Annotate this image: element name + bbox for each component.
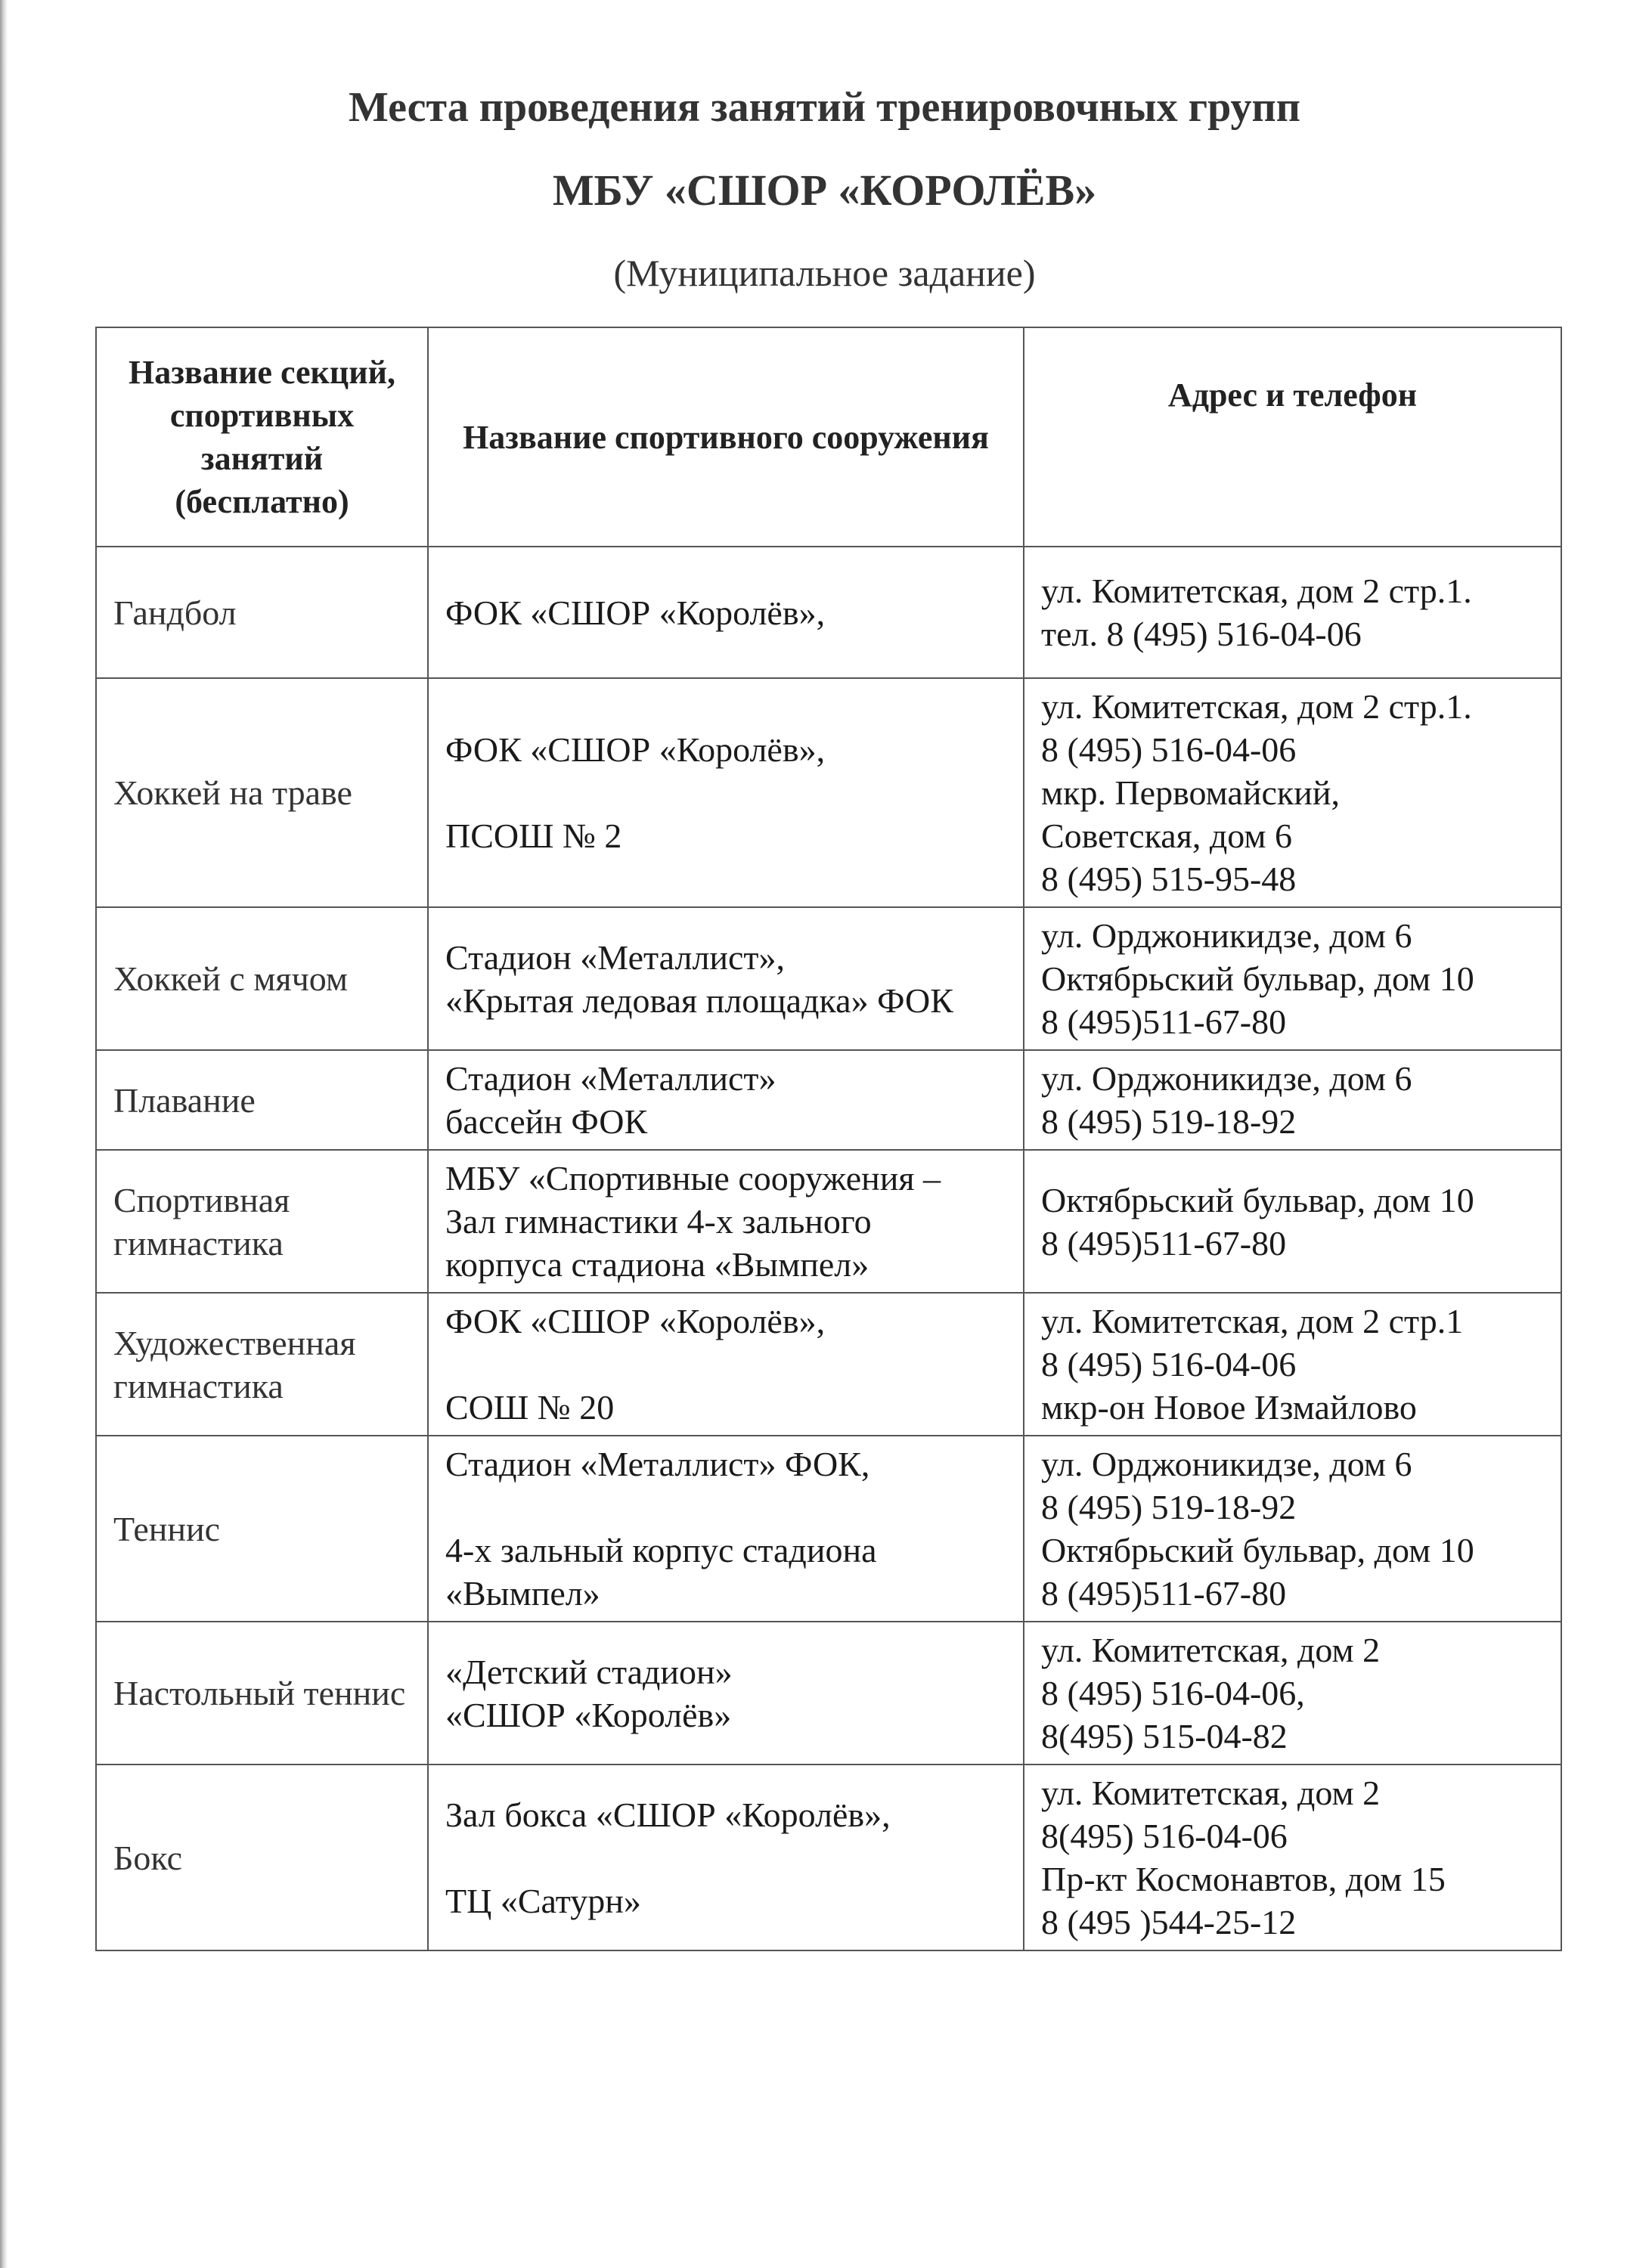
header-facility: Название спортивного сооружения [428, 327, 1024, 547]
table-row [96, 907, 1561, 1050]
address-line: ул. Комитетская, дом 2 [1041, 1631, 1381, 1669]
facility-line: бассейн ФОК [445, 1102, 648, 1141]
address-line: мкр-он Новое Измайлово [1041, 1388, 1417, 1427]
address-line: ул. Комитетская, дом 2 [1041, 1774, 1381, 1812]
facility-cell [428, 1293, 1024, 1436]
table-header-row [96, 327, 1561, 547]
address-line: Октябрьский бульвар, дом 10 [1041, 1180, 1474, 1219]
address-line: ул. Комитетская, дом 2 стр.1 [1041, 1302, 1464, 1340]
address-line: ул. Комитетская, дом 2 стр.1. [1041, 572, 1472, 610]
address-line: мкр. Первомайский, [1041, 773, 1340, 812]
facility-line: «СШОР «Королёв» [445, 1695, 732, 1734]
scan-edge-shadow [0, 0, 8, 2268]
facility-line: «Детский стадион» [445, 1652, 733, 1691]
facility-cell [428, 907, 1024, 1050]
facility-line: СОШ № 20 [445, 1388, 615, 1427]
facility-line: ФОК «СШОР «Королёв», [445, 730, 826, 769]
sport-name-cell: Хоккей с мячом [96, 907, 428, 1050]
address-line: ул. Орджоникидзе, дом 6 [1041, 1059, 1412, 1098]
facility-cell [428, 547, 1024, 678]
address-line: тел. 8 (495) 516-04-06 [1041, 615, 1362, 653]
sport-name-cell: Хоккей на траве [96, 678, 428, 907]
facility-line: Стадион «Металлист», [445, 937, 786, 977]
facility-cell [428, 1436, 1024, 1622]
sport-name-cell: Плавание [96, 1050, 428, 1150]
facility-line: Стадион «Металлист» [445, 1059, 776, 1098]
address-line: 8 (495) 515-95-48 [1041, 860, 1297, 898]
facility-cell [428, 1622, 1024, 1765]
header-address: Адрес и телефон [1024, 327, 1561, 547]
address-line: 8 (495) 516-04-06 [1041, 730, 1297, 769]
address-cell [1024, 1436, 1561, 1622]
address-line: ул. Орджоникидзе, дом 6 [1041, 916, 1412, 955]
facility-line: ТЦ «Сатурн» [445, 1881, 641, 1920]
table-row [96, 1765, 1561, 1950]
blank-line [445, 1836, 1006, 1879]
facility-line: Зал бокса «СШОР «Королёв», [445, 1795, 891, 1834]
table-row [96, 678, 1561, 907]
address-cell [1024, 1293, 1561, 1436]
facility-cell [428, 1150, 1024, 1293]
facility-line: корпуса стадиона «Вымпел» [445, 1245, 869, 1284]
sport-name-cell: Гандбол [96, 547, 428, 678]
address-line: 8 (495)511-67-80 [1041, 1574, 1287, 1613]
blank-line [445, 1343, 1006, 1386]
organization-name: МБУ «СШОР «КОРОЛЁВ» [552, 166, 1097, 215]
document-title: Места проведения занятий тренировочных групп [348, 84, 1300, 131]
table-row [96, 1150, 1561, 1293]
facility-line: Стадион «Металлист» ФОК, [445, 1445, 870, 1483]
address-cell [1024, 907, 1561, 1050]
address-line: 8 (495)511-67-80 [1041, 1002, 1287, 1041]
address-line: Октябрьский бульвар, дом 10 [1041, 1531, 1474, 1569]
table-row [96, 1293, 1561, 1436]
facility-line: ПСОШ № 2 [445, 816, 622, 855]
facility-cell [428, 678, 1024, 907]
sport-name-cell: Настольный теннис [96, 1622, 428, 1765]
address-line: 8 (495 )544-25-12 [1041, 1903, 1297, 1941]
address-cell [1024, 1765, 1561, 1950]
facility-cell [428, 1765, 1024, 1950]
header-sport: Название секций, спортивных занятий (бесплатно) [96, 327, 428, 547]
address-line: 8 (495) 516-04-06, [1041, 1674, 1305, 1712]
facility-cell [428, 1050, 1024, 1150]
address-line: ул. Комитетская, дом 2 стр.1. [1041, 687, 1472, 726]
table-row [96, 547, 1561, 678]
sport-name-cell: Теннис [96, 1436, 428, 1622]
facility-line: Зал гимнастики 4-х зального [445, 1202, 872, 1241]
address-line: 8(495) 516-04-06 [1041, 1817, 1288, 1855]
address-line: Октябрьский бульвар, дом 10 [1041, 959, 1474, 998]
address-line: 8 (495)511-67-80 [1041, 1223, 1287, 1263]
sport-name-cell: Художественная гимнастика [96, 1293, 428, 1436]
address-line: Пр-кт Космонавтов, дом 15 [1041, 1860, 1446, 1898]
table-row [96, 1436, 1561, 1622]
address-line: 8(495) 515-04-82 [1041, 1717, 1288, 1755]
facility-line: ФОК «СШОР «Королёв», [445, 1302, 826, 1340]
address-line: Советская, дом 6 [1041, 816, 1292, 855]
address-line: 8 (495) 516-04-06 [1041, 1345, 1297, 1383]
address-cell [1024, 1050, 1561, 1150]
facility-line: «Вымпел» [445, 1574, 600, 1613]
address-cell [1024, 1622, 1561, 1765]
facility-line: «Крытая ледовая площадка» ФОК [445, 981, 953, 1020]
address-line: 8 (495) 519-18-92 [1041, 1102, 1297, 1141]
facility-line: ФОК «СШОР «Королёв», [445, 593, 826, 632]
address-cell [1024, 678, 1561, 907]
address-cell [1024, 547, 1561, 678]
facility-line: МБУ «Спортивные сооружения – [445, 1159, 941, 1198]
table-row [96, 1622, 1561, 1765]
address-line: ул. Орджоникидзе, дом 6 [1041, 1445, 1412, 1483]
address-line: 8 (495) 519-18-92 [1041, 1488, 1297, 1526]
document-subtitle: (Муниципальное задание) [613, 252, 1036, 294]
sport-name-cell: Бокс [96, 1765, 428, 1950]
blank-line [445, 771, 1006, 814]
address-cell [1024, 1150, 1561, 1293]
venues-table [95, 327, 1562, 1951]
table-body [96, 547, 1561, 1950]
table-row [96, 1050, 1561, 1150]
facility-line: 4-х зальный корпус стадиона [445, 1531, 877, 1569]
blank-line [445, 1486, 1006, 1529]
sport-name-cell: Спортивная гимнастика [96, 1150, 428, 1293]
